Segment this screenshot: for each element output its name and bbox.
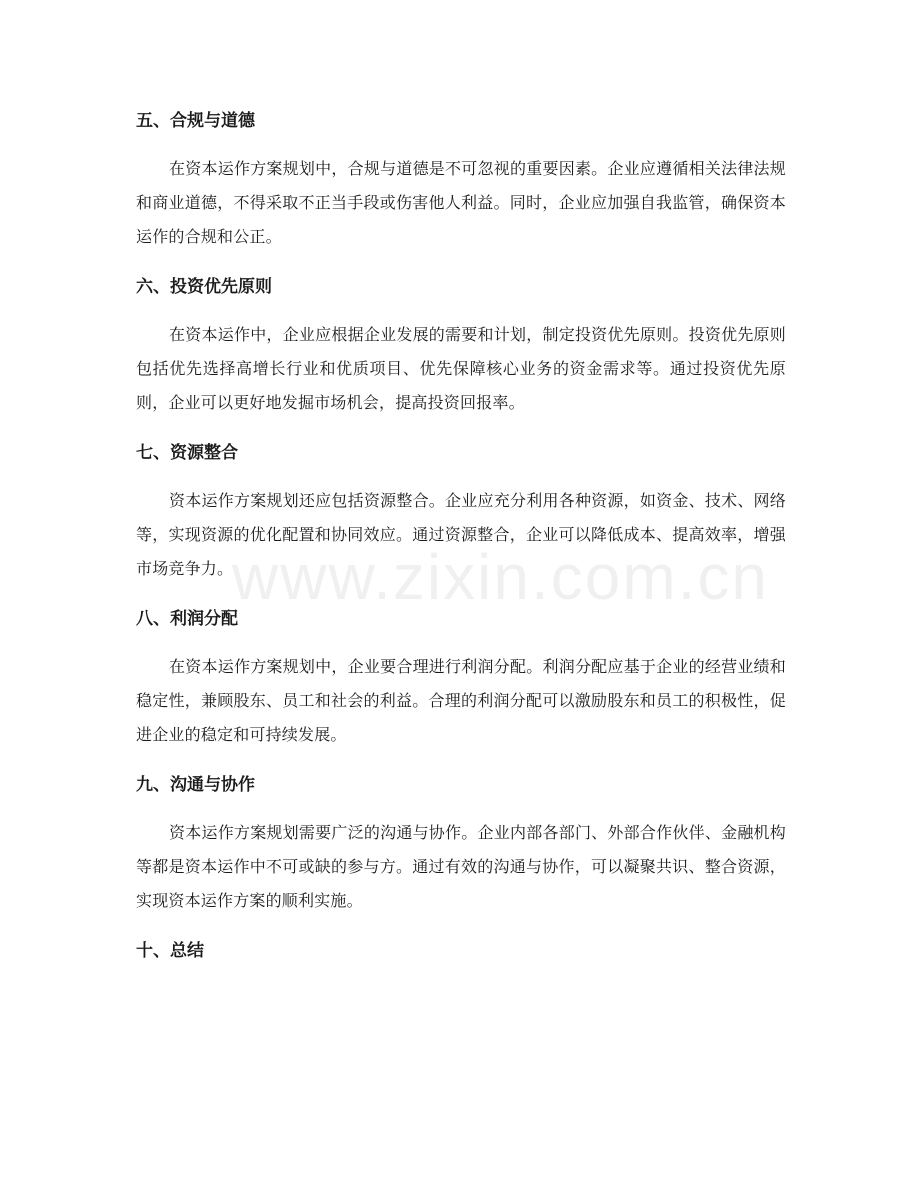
section-heading-7: 七、资源整合 — [136, 443, 238, 463]
section-body-7: 资本运作方案规划还应包括资源整合。企业应充分利用各种资源，如资金、技术、网络等，实现资源的优化配置和协同效应。通过资源整合，企业可以降低成本、提高效率，增强市场竞争力。 — [136, 491, 786, 578]
section-heading-8: 八、利润分配 — [136, 609, 238, 629]
section-body-8: 在资本运作方案规划中，企业要合理进行利润分配。利润分配应基于企业的经营业绩和稳定性，兼顾股东、员工和社会的利益。合理的利润分配可以激励股东和员工的积极性，促进企业的稳定和可持续发展。 — [136, 657, 786, 744]
section-heading-9: 九、沟通与协作 — [136, 775, 255, 795]
document-body — [136, 102, 786, 970]
watermark: www.zixin.com.cn — [232, 541, 769, 613]
section-heading-6: 六、投资优先原则 — [136, 277, 272, 297]
section-body-6: 在资本运作中，企业应根据企业发展的需要和计划，制定投资优先原则。投资优先原则包括优先选择高增长行业和优质项目、优先保障核心业务的资金需求等。通过投资优先原则，企业可以更好地发掘市场机会，提高投资回报率。 — [136, 325, 786, 412]
section-heading-10: 十、总结 — [136, 941, 204, 961]
section-heading-5: 五、合规与道德 — [136, 111, 255, 131]
section-body-9: 资本运作方案规划需要广泛的沟通与协作。企业内部各部门、外部合作伙伴、金融机构等都是资本运作中不可或缺的参与方。通过有效的沟通与协作，可以凝聚共识、整合资源，实现资本运作方案的顺利实施。 — [136, 823, 786, 910]
section-body-5: 在资本运作方案规划中，合规与道德是不可忽视的重要因素。企业应遵循相关法律法规和商业道德，不得采取不正当手段或伤害他人利益。同时，企业应加强自我监管，确保资本运作的合规和公正。 — [136, 159, 786, 246]
